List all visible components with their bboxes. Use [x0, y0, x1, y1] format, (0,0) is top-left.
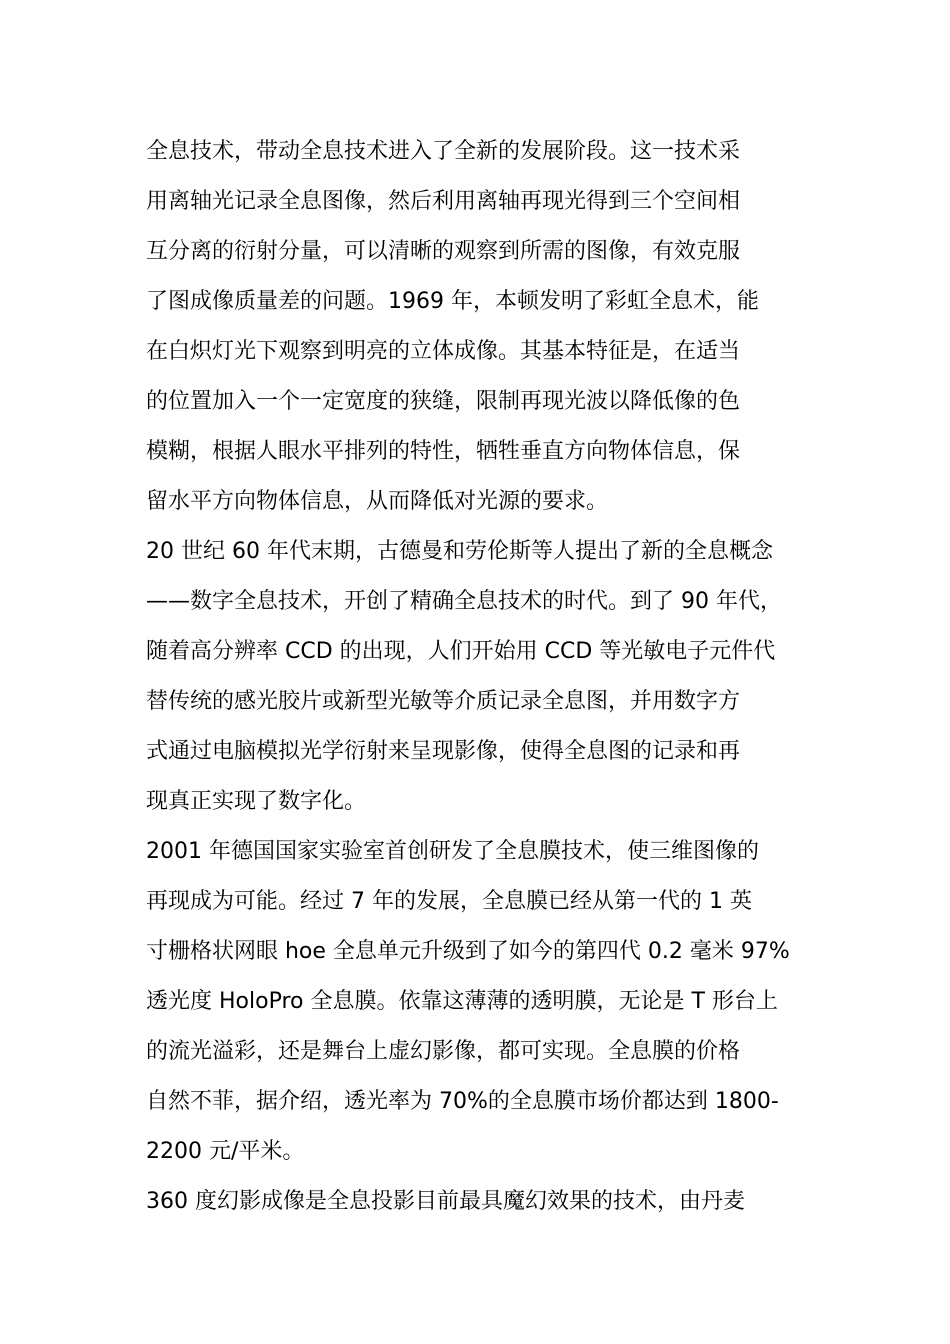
text-line: 全息技术，带动全息技术进入了全新的发展阶段。这一技术采 [146, 139, 741, 164]
text-line: 模糊，根据人眼水平排列的特性，牺牲垂直方向物体信息，保 [146, 439, 741, 464]
text-line: 的流光溢彩，还是舞台上虚幻影像，都可实现。全息膜的价格 [146, 1039, 741, 1064]
text-line: 2200 元/平米。 [146, 1139, 305, 1164]
text-line: 寸栅格状网眼 hoe 全息单元升级到了如今的第四代 0.2 毫米 97% [146, 939, 790, 964]
text-line: 式通过电脑模拟光学衍射来呈现影像，使得全息图的记录和再 [146, 739, 741, 764]
text-line: 用离轴光记录全息图像，然后利用离轴再现光得到三个空间相 [146, 189, 741, 214]
text-line: 互分离的衍射分量，可以清晰的观察到所需的图像，有效克服 [146, 239, 741, 264]
text-line: 360 度幻影成像是全息投影目前最具魔幻效果的技术，由丹麦 [146, 1189, 745, 1214]
text-line: 20 世纪 60 年代末期，古德曼和劳伦斯等人提出了新的全息概念 [146, 539, 773, 564]
text-line: 了图成像质量差的问题。1969 年，本顿发明了彩虹全息术，能 [146, 289, 759, 314]
text-line: 在白炽灯光下观察到明亮的立体成像。其基本特征是，在适当 [146, 339, 741, 364]
text-line: 透光度 HoloPro 全息膜。依靠这薄薄的透明膜，无论是 T 形台上 [146, 989, 778, 1014]
text-line: 替传统的感光胶片或新型光敏等介质记录全息图，并用数字方 [146, 689, 741, 714]
text-line: 再现成为可能。经过 7 年的发展，全息膜已经从第一代的 1 英 [146, 889, 752, 914]
text-line: 留水平方向物体信息，从而降低对光源的要求。 [146, 489, 609, 514]
text-line: 2001 年德国国家实验室首创研发了全息膜技术，使三维图像的 [146, 839, 759, 864]
body-text [146, 127, 826, 1227]
text-line: 现真正实现了数字化。 [146, 789, 367, 814]
text-line: 自然不菲，据介绍，透光率为 70%的全息膜市场价都达到 1800- [146, 1089, 779, 1114]
text-line: 的位置加入一个一定宽度的狭缝，限制再现光波以降低像的色 [146, 389, 741, 414]
text-line: ——数字全息技术，开创了精确全息技术的时代。到了 90 年代， [146, 589, 782, 614]
text-line: 随着高分辨率 CCD 的出现，人们开始用 CCD 等光敏电子元件代 [146, 639, 776, 664]
